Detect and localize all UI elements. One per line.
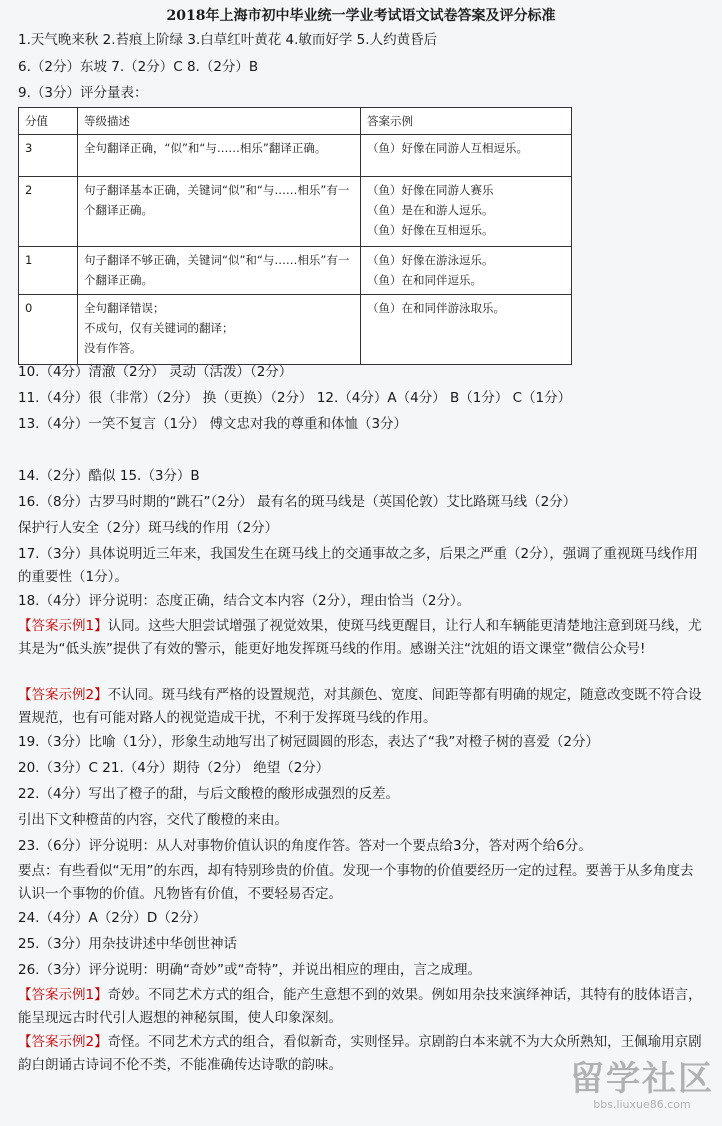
row-score: 3 — [19, 135, 78, 177]
row-score: 2 — [19, 177, 78, 247]
example-tag: 【答案示例1】 — [18, 987, 108, 1003]
header-score: 分值 — [19, 108, 78, 135]
answer-9-heading: 9.（3分）评分量表： — [18, 85, 148, 101]
row-example: （鱼）好像在游泳逗乐。 （鱼）在和同伴逗乐。 — [361, 247, 572, 295]
row-example: （鱼）在和同伴游泳取乐。 — [361, 295, 572, 365]
table-row — [19, 295, 572, 365]
row-example: （鱼）好像在同游人赛乐 （鱼）是在和游人逗乐。 （鱼）好像在互相逗乐。 — [361, 177, 572, 247]
answer-16-cont: 保护行人安全（2分）斑马线的作用（2分） — [18, 520, 279, 536]
site-watermark — [570, 1060, 714, 1112]
example-tag: 【答案示例2】 — [18, 1034, 108, 1050]
table-header-row — [19, 108, 572, 135]
header-example: 答案示例 — [361, 108, 572, 135]
answer-18-example-1: 【答案示例1】认同。这些大胆尝试增强了视觉效果，使斑马线更醒目，让行人和车辆能更清楚地注意到斑马线，尤其是为“低头族”提供了有效的警示，能更好地发挥斑马线的作用。感谢关注“沈姐的语文课堂”微信公众号! — [18, 618, 702, 657]
row-description: 全句翻译正确，“似”和“与……相乐”翻译正确。 — [78, 135, 361, 177]
answer-25: 25.（3分）用杂技讲述中华创世神话 — [18, 936, 238, 952]
table-row — [19, 135, 572, 177]
answer-11-12: 11.（4分）很（非常）（2分） 换（更换）（2分） 12.（4分）A（4分） B（1分） C（1分） — [18, 390, 572, 406]
row-example: （鱼）好像在同游人互相逗乐。 — [361, 135, 572, 177]
answer-16: 16.（8分）古罗马时期的“跳石”（2分） 最有名的斑马线是（英国伦敦）艾比路斑马线（2分） — [18, 494, 577, 510]
answer-19: 19.（3分）比喻（1分），形象生动地写出了树冠圆圆的形态，表达了“我”对橙子树的喜爱（2分） — [18, 734, 599, 750]
answer-26-example-2: 【答案示例2】奇怪。不同艺术方式的组合，看似新奇，实则怪异。京剧韵白本来就不为大众所熟知，王佩瑜用京剧韵白朗诵古诗词不伦不类，不能准确传达诗歌的韵味。 — [18, 1034, 702, 1073]
row-score: 0 — [19, 295, 78, 365]
answer-23-points: 要点：有些看似“无用”的东西，却有特别珍贵的价值。发现一个事物的价值要经历一定的过程。要善于从多角度去认识一个事物的价值。凡物皆有价值，不要轻易否定。 — [18, 863, 694, 902]
answer-24: 24.（4分）A（2分）D（2分） — [18, 910, 207, 926]
answer-18-rubric: 18.（4分）评分说明：态度正确，结合文本内容（2分），理由恰当（2分）。 — [18, 593, 471, 609]
row-description: 句子翻译不够正确，关键词“似”和“与……相乐”有一个翻译正确。 — [78, 247, 361, 295]
answer-13: 13.（4分）一笑不复言（1分） 傅文忠对我的尊重和体恤（3分） — [18, 416, 408, 432]
answer-20-21: 20.（3分）C 21.（4分）期待（2分） 绝望（2分） — [18, 760, 330, 776]
answer-6-8: 6.（2分）东坡 7.（2分）C 8.（2分）B — [18, 59, 259, 75]
answer-26-rubric: 26.（3分）评分说明：明确“奇妙”或“奇特”，并说出相应的理由，言之成理。 — [18, 962, 482, 978]
example-tag: 【答案示例1】 — [18, 618, 108, 634]
answer-26-example-1: 【答案示例1】奇妙。不同艺术方式的组合，能产生意想不到的效果。例如用杂技来演绎神话，其特有的肢体语言，能呈现远古时代引人遐想的神秘氛围，使人印象深刻。 — [18, 987, 702, 1026]
answer-17: 17.（3分）具体说明近三年来，我国发生在斑马线上的交通事故之多，后果之严重（2分），强调了重视斑马线作用的重要性（1分）。 — [18, 546, 698, 585]
header-description: 等级描述 — [78, 108, 361, 135]
answer-18-example-2: 【答案示例2】不认同。斑马线有严格的设置规范，对其颜色、宽度、间距等都有明确的规定，随意改变既不符合设置规范，也有可能对路人的视觉造成干扰，不利于发挥斑马线的作用。 — [18, 687, 702, 726]
answer-23-rubric: 23.（6分）评分说明：从人对事物价值认识的角度作答。答对一个要点给3分，答对两个给6分。 — [18, 838, 592, 854]
row-description: 句子翻译基本正确，关键词“似”和“与……相乐”有一个翻译正确。 — [78, 177, 361, 247]
answer-22: 22.（4分）写出了橙子的甜，与后文酸橙的酸形成强烈的反差。 — [18, 786, 400, 802]
example-tag: 【答案示例2】 — [18, 687, 108, 703]
table-row — [19, 177, 572, 247]
answer-22-cont: 引出下文种橙苗的内容，交代了酸橙的来由。 — [18, 812, 288, 828]
watermark-url: bbs.liuxue86.com — [593, 1098, 691, 1111]
table-row — [19, 247, 572, 295]
answer-14-15: 14.（2分）酷似 15.（3分）B — [18, 468, 200, 484]
row-score: 1 — [19, 247, 78, 295]
page-title: 2018年上海市初中毕业统一学业考试语文试卷答案及评分标准 — [166, 8, 556, 24]
row-description: 全句翻译错误； 不成句，仅有关键词的翻译； 没有作答。 — [78, 295, 361, 365]
answer-1-5: 1.天气晚来秋 2.苔痕上阶绿 3.白草红叶黄花 4.敏而好学 5.人约黄昏后 — [18, 32, 438, 48]
scoring-rubric-table — [18, 107, 572, 365]
answer-10: 10.（4分）清澈（2分） 灵动（活泼）（2分） — [18, 364, 293, 380]
watermark-brand: 留学社区 — [570, 1059, 714, 1099]
